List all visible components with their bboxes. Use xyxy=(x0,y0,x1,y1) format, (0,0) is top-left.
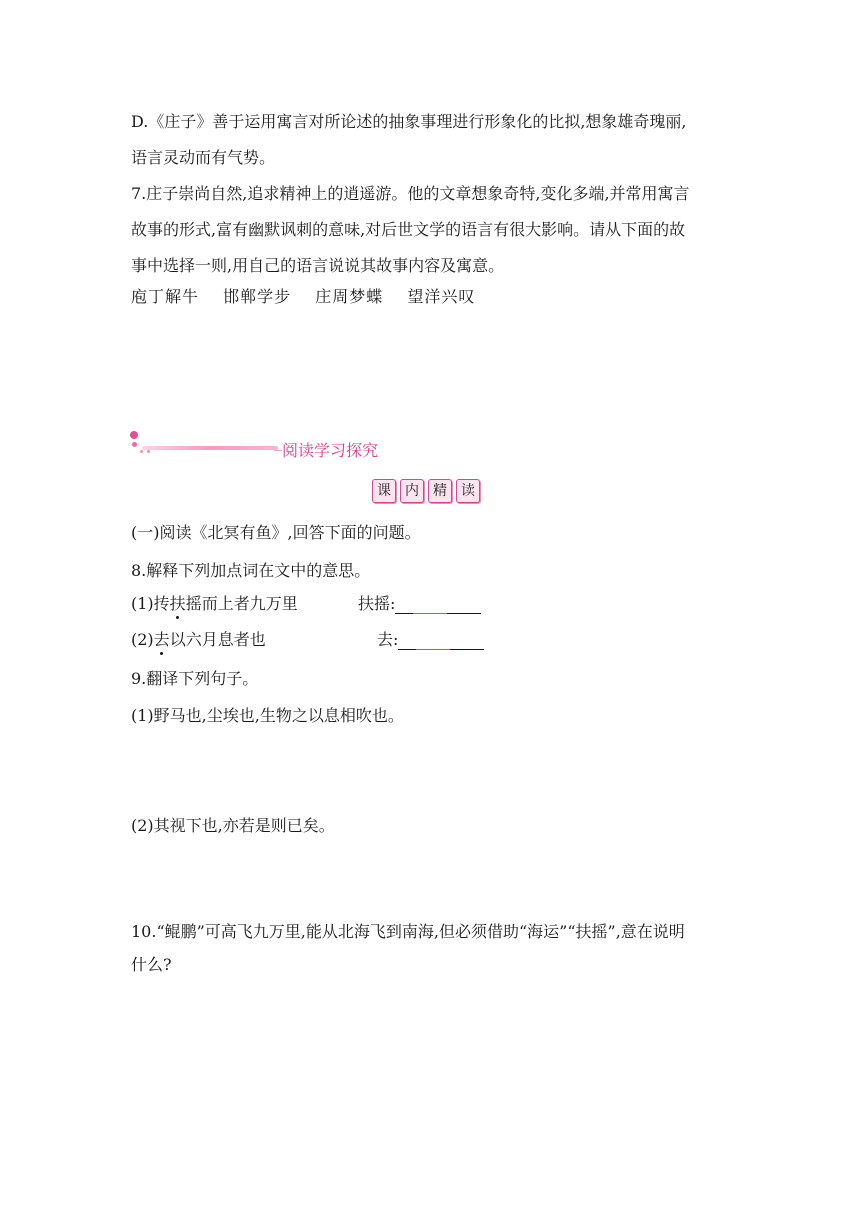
question-9-2: (2)其视下也,亦若是则已矣。 xyxy=(131,816,335,835)
q8-1-text: (1)抟 xyxy=(131,594,170,613)
decor-dot xyxy=(140,450,143,453)
subsection-badge xyxy=(372,479,480,503)
section-title: 阅读学习探究 xyxy=(282,441,379,460)
answer-label: 扶摇: xyxy=(358,594,396,613)
story-item: 邯郸学步 xyxy=(223,287,292,306)
question-10-line-1: 10.“鲲鹏”可高飞九万里,能从北海飞到南海,但必须借助“海运”“扶摇”,意在说明 xyxy=(131,922,685,941)
story-item: 庖丁解牛 xyxy=(131,287,200,306)
story-item: 庄周梦蝶 xyxy=(315,287,384,306)
story-list xyxy=(131,287,493,307)
story-item: 望洋兴叹 xyxy=(407,287,476,306)
badge-char: 精 xyxy=(428,479,452,503)
answer-8-2 xyxy=(377,630,484,650)
decor-dot xyxy=(130,431,138,439)
answer-8-1 xyxy=(358,594,481,614)
question-8-2 xyxy=(131,630,266,650)
option-d-line-1: D.《庄子》善于运用寓言对所论述的抽象事理进行形象化的比拟,想象雄奇瑰丽, xyxy=(131,112,687,131)
badge-char: 读 xyxy=(456,479,480,503)
answer-blank[interactable] xyxy=(395,597,481,614)
decor-bar xyxy=(274,450,282,451)
q8-2-text: 以六月息者也 xyxy=(169,630,266,649)
question-8-1 xyxy=(131,594,298,614)
question-9: 9.翻译下列句子。 xyxy=(131,669,259,688)
reading-intro: (一)阅读《北冥有鱼》,回答下面的问题。 xyxy=(131,523,421,542)
question-7-line-3: 事中选择一则,用自己的语言说说其故事内容及寓意。 xyxy=(131,256,505,275)
answer-label: 去: xyxy=(377,630,399,649)
option-d-line-2: 语言灵动而有气势。 xyxy=(131,148,276,167)
decor-bar xyxy=(142,446,278,450)
dotted-char: 去 xyxy=(153,630,170,649)
question-10-line-2: 什么? xyxy=(131,955,172,974)
decor-dot xyxy=(147,450,150,453)
question-8: 8.解释下列加点词在文中的意思。 xyxy=(131,561,371,580)
badge-char: 课 xyxy=(372,479,396,503)
dotted-char: 扶 xyxy=(169,594,186,613)
question-7-line-1: 7.庄子崇尚自然,追求精神上的逍遥游。他的文章想象奇特,变化多端,并常用寓言 xyxy=(131,184,690,203)
badge-char: 内 xyxy=(400,479,424,503)
answer-blank[interactable] xyxy=(398,633,484,650)
decor-dot xyxy=(132,442,137,447)
section-heading xyxy=(128,428,428,464)
question-7-line-2: 故事的形式,富有幽默讽刺的意味,对后世文学的语言有很大影响。请从下面的故 xyxy=(131,220,686,239)
question-9-1: (1)野马也,尘埃也,生物之以息相吹也。 xyxy=(131,706,404,725)
q8-2-text: (2) xyxy=(131,630,154,649)
q8-1-text: 摇而上者九万里 xyxy=(185,594,298,613)
